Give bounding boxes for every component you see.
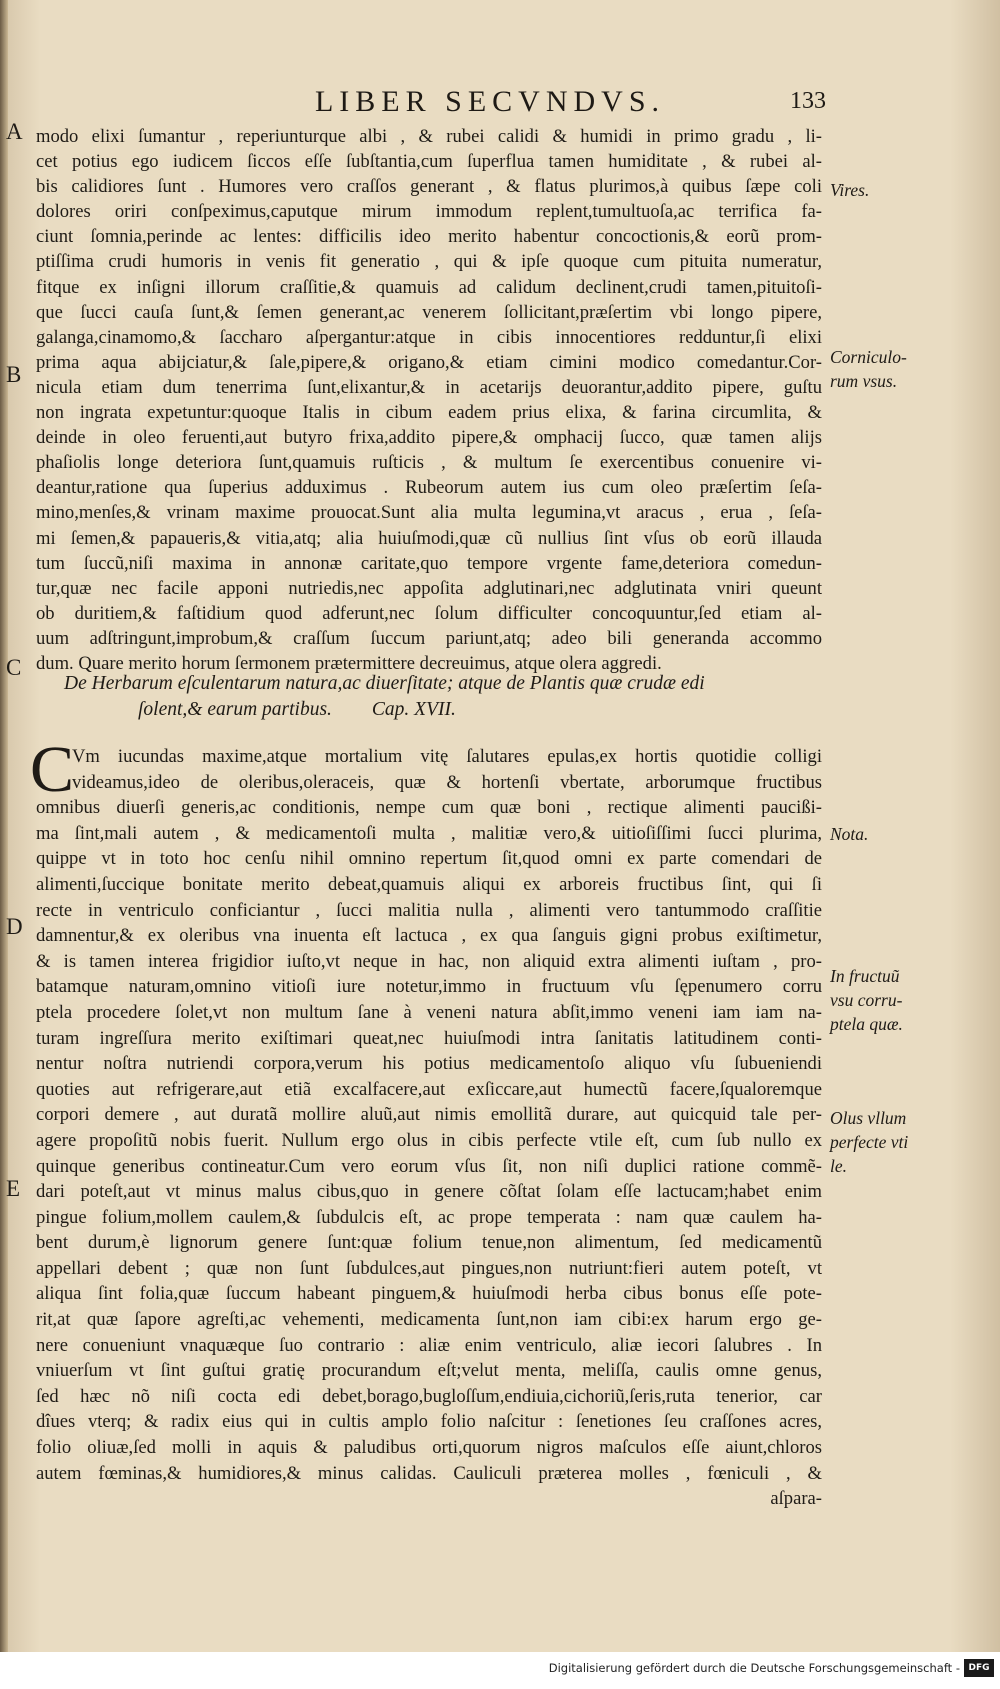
catchword: aſpara- bbox=[770, 1488, 822, 1510]
side-note-line: Olus vllum bbox=[830, 1108, 907, 1128]
text-line: videamus,ideo de oleribus,oleraceis, quæ & hortenſi vbertate, arborumque fructibus bbox=[72, 771, 822, 793]
body-paragraph-2 bbox=[36, 744, 822, 1512]
side-note-vires bbox=[830, 178, 960, 202]
footer-credit: Digitalisierung gefördert durch die Deutsche Forschungsgemeinschaft - bbox=[548, 1661, 960, 1675]
text-line: tum ſuccũ,niſi maxima in annonæ caritate,quo tempore vrgente fame,deteriora comedun- bbox=[36, 552, 822, 574]
side-note-line: rum vsus. bbox=[830, 371, 898, 391]
side-note-line: perfecte vti bbox=[830, 1132, 909, 1152]
text-line: non ingrata expetuntur:quoque Italis in cibum eadem prius elixa, & farina circumlita, & bbox=[36, 402, 822, 424]
text-line: bent durum,è lignorum genere ſunt:quæ folium tenue,non alimentum, ſed medicamentũ bbox=[36, 1232, 822, 1254]
text-line: galanga,cinamomo,& ſaccharo aſpergantur:atque in cibis innocentiores redduntur,ſi elixi bbox=[36, 326, 822, 348]
text-line: deantur,ratione qua ſuperius adduximus . Rubeorum autem ius cum oleo præſertim ſeſa- bbox=[36, 477, 822, 499]
page-number: 133 bbox=[790, 88, 826, 114]
text-line: uum adſtringunt,improbum,& craſſum ſuccum pariunt,atq; adeo bili generanda accommo bbox=[36, 627, 822, 649]
side-note-line: vsu corru- bbox=[830, 990, 903, 1010]
text-line: ma ſint,mali autem , & medicamentoſi multa , malitiæ vero,& uitioſiſſimi ſucci plurima, bbox=[36, 822, 822, 844]
page-binding-edge bbox=[0, 0, 8, 1652]
chapter-heading bbox=[64, 671, 824, 723]
chapter-number: Cap. XVII. bbox=[371, 699, 456, 720]
chapter-heading-line-1: De Herbarum eſculentarum natura,ac diuerſitate; atque de Plantis quæ crudæ edi bbox=[64, 673, 705, 694]
text-line: autem fœminas,& humidiores,& minus calidas. Cauliculi præterea molles , fœniculi , & bbox=[36, 1462, 822, 1484]
dfg-logo-badge: DFG bbox=[964, 1659, 994, 1677]
side-note-nota bbox=[830, 822, 960, 846]
margin-letter-a: A bbox=[6, 119, 23, 144]
text-line: recte in ventriculo conficiantur , ſucci malitia nulla , alimenti vero tantummodo craſſitie bbox=[36, 899, 822, 921]
text-line: ſed hæc nõ niſi cocta edi debet,borago,bugloſſum,endiuia,cichoriũ,ſeris,ruta tenerior, car bbox=[36, 1385, 822, 1407]
text-line: omnibus diuerſi generis,ac conditionis, nempe cum quæ boni , rectique alimenti paucißi- bbox=[36, 797, 822, 819]
text-line: modo elixi ſumantur , reperiunturque albi , & rubei calidi & humidi in primo gradu , li- bbox=[36, 126, 822, 147]
text-line: dolores oriri conſpeximus,caputque mirum immodum replent,tumultuoſa,ac terrifica fa- bbox=[36, 201, 822, 223]
text-line: pingue folium,mollem caulem,& ſubdulcis eſt, ac prope temperata : nam quæ caulem ha- bbox=[36, 1206, 822, 1228]
drop-cap: C bbox=[30, 733, 75, 806]
text-line: Vm iucundas maxime,atque mortalium vitę ſalutares epulas,ex hortis quotidie colligi bbox=[72, 746, 822, 767]
text-line: folio oliuæ,ſed molli in aquis & paludibus orti,quorum nigros maſculos eſſe aiunt,chloros bbox=[36, 1437, 822, 1459]
margin-letter-c: C bbox=[6, 655, 22, 680]
text-line: agere propoſitũ nobis fuerit. Nullum ergo olus in cibis perfecte vtile eſt, cum ſub nullo ex bbox=[36, 1129, 822, 1151]
digitization-footer bbox=[0, 1652, 1000, 1689]
text-line: quoties aut refrigerare,aut etiã excalfacere,aut exſiccare,aut humectũ facere,ſqualoremque bbox=[36, 1078, 822, 1100]
side-note-olus-ullum bbox=[830, 1106, 960, 1178]
side-note-in-fructuum bbox=[830, 964, 960, 1036]
chapter-heading-line-2 bbox=[64, 697, 824, 723]
text-line: cet potius ego iudicem ſiccos eſſe ſubſtantia,cum ſuperflua tamen humiditate , & rubei al- bbox=[36, 151, 822, 173]
text-line: corpori demere , aut duratã mollire aluũ,aut nimis emollitã durare, aut quicquid tale per- bbox=[36, 1104, 822, 1126]
text-line: & is tamen interea frigidior iuſto,vt neque in hac, non aliquid extra alimenti iuſtam , pro- bbox=[36, 950, 822, 972]
text-line: alimenti,ſuccique bonitate merito debeat,quamuis aliqui ex arboreis fructibus ſint, qui ſi bbox=[36, 873, 822, 895]
text-line: turam ingreſſura merito exiſtimari queat,nec huiuſmodi intra ſanitatis latitudinem conti- bbox=[36, 1027, 822, 1049]
text-line: ptela procedere ſolet,vt non multum ſane à veneni natura abſit,immo veneni iam iam na- bbox=[36, 1001, 822, 1023]
text-line: mino,menſes,& vrinam maxime prouocat.Sunt alia multa legumina,vt aracus , erua , ſeſa- bbox=[36, 502, 822, 524]
text-line: prima aqua abijciatur,& ſale,pipere,& origano,& etiam cimini modico comedantur.Cor- bbox=[36, 351, 822, 373]
text-line: quinque generibus contineatur.Cum vero eorum vſus ſit, non niſi duplici ratione commẽ- bbox=[36, 1155, 822, 1177]
text-line: ob duritiem,& faſtidium quod adferunt,nec ſolum difficulter concoquuntur,ſed etiam al- bbox=[36, 602, 822, 624]
side-note-corniculorum bbox=[830, 345, 960, 393]
side-note-line: Vires. bbox=[830, 180, 870, 200]
text-line: deinde in oleo feruenti,aut butyro frixa,addito pipere,& omphacij ſucco, quæ tamen alijs bbox=[36, 427, 822, 449]
text-line: appellari debent ; quæ non ſunt ſubdulces,aut pingues,non nutriunt:fieri autem poteſt, vt bbox=[36, 1257, 822, 1279]
text-line: dîues vterq; & radix eius qui in cultis amplo folio naſcitur : ſenetiones ſeu craſſones acres, bbox=[36, 1411, 822, 1433]
side-note-line: Nota. bbox=[830, 824, 869, 844]
text-line: que ſucci cauſa ſunt,& ſemen generant,ac venerem ſollicitant,præſertim vbi longo pipere, bbox=[36, 301, 822, 323]
text-line: nentur noſtra nutriendi corpora,verum his potius medicamentoſo aliquo vſu ſubueniendi bbox=[36, 1053, 822, 1075]
text-line: quippe vt in toto hoc cenſu nihil omnino repertum ſit,quod omni ex parte comendari de bbox=[36, 848, 822, 870]
side-note-line: Corniculo- bbox=[830, 347, 907, 367]
body-paragraph-1 bbox=[36, 124, 822, 676]
text-line: dum. Quare merito horum ſermonem prætermittere decreuimus, atque olera aggredi. bbox=[36, 652, 662, 674]
text-line: ptiſſima crudi humoris in venis fit generatio , qui & ipſe quoque cum pituita numeratur, bbox=[36, 251, 822, 273]
margin-letter-e: E bbox=[6, 1176, 21, 1201]
text-line: vniuerſum vt ſint guſtui gratię procurandum eſt;velut menta, meliſſa, caulis omne genus, bbox=[36, 1360, 822, 1382]
text-line: tur,quæ nec facile apponi nutriedis,nec appoſita adglutinari,nec adglutinata vniri queunt bbox=[36, 577, 822, 599]
text-line: nere conueniunt vnaquæque ſuo contrario : aliæ enim ventriculo, aliæ iecori ſalubres . In bbox=[36, 1334, 822, 1356]
running-header: LIBER SECVNDVS. bbox=[314, 85, 666, 118]
text-line: nicula etiam dum tenerrima ſunt,elixantur,& in acetarijs deuorantur,addito pipere, guſtu bbox=[36, 376, 822, 398]
text-line: aliqua ſint folia,quæ ſuccum habeant pinguem,& huiuſmodi herba cibus bonus eſſe pote- bbox=[36, 1283, 822, 1305]
margin-letter-d: D bbox=[6, 914, 23, 939]
chapter-heading-line-2-text: ſolent,& earum partibus. bbox=[138, 699, 332, 720]
text-line: damnentur,& ex oleribus vna inuenta eſt lactuca , ex qua ſanguis gigni probus exiſtimetur, bbox=[36, 925, 822, 947]
text-line: ciunt ſomnia,perinde ac lentes: difficilis ideo merito habentur concoctionis,& eorũ prom- bbox=[36, 226, 822, 248]
side-note-line: ptela quæ. bbox=[830, 1014, 903, 1034]
text-line: rit,at quæ ſapore agreſti,ac vehementi, medicamenta ſunt,non iam cibi:ex harum ergo ge- bbox=[36, 1309, 822, 1331]
text-line: bis calidiores ſunt . Humores vero craſſos generant , & flatus plurimos,à quibus ſæpe coli bbox=[36, 176, 822, 198]
text-line: fitque ex inſigni illorum craſſitie,& quamuis ad calidum declinent,crudi tamen,pituitoſi- bbox=[36, 276, 822, 298]
text-line: mi ſemen,& papaueris,& vitia,atq; alia huiuſmodi,quæ cũ nullius ſint vſus ob eorũ illauda bbox=[36, 527, 822, 549]
margin-letter-b: B bbox=[6, 362, 22, 387]
text-line: dari poteſt,aut vt minus malus cibus,quo in genere cõſtat ſolam eſſe lactucam;habet enim bbox=[36, 1181, 822, 1203]
text-line: batamque naturam,omnino vitioſi iure notetur,immo in fructuum vſu ſępenumero corru bbox=[36, 976, 822, 998]
side-note-line: In fructuũ bbox=[830, 966, 900, 986]
side-note-line: le. bbox=[830, 1156, 848, 1176]
text-line: phaſiolis longe deteriora ſunt,quamuis ruſticis , & multum ſe exercentibus conuenire vi- bbox=[36, 452, 822, 474]
